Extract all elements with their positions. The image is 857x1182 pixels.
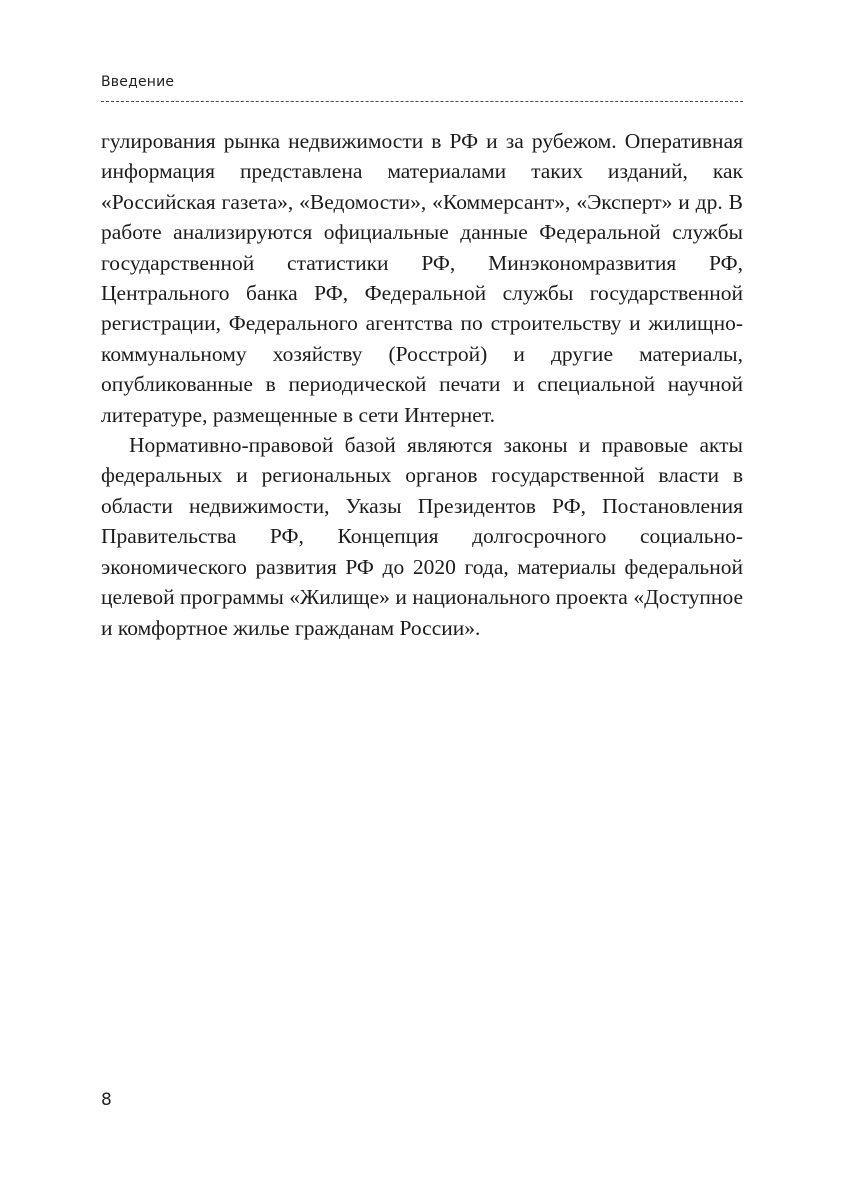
paragraph: Нормативно-правовой базой являются законы и правовые акты федеральных и региональных органов государственной власти в области недвижимости, Указы Президентов РФ, Постановления Правительства РФ, Концепция долгосрочного социально-экономического развития РФ до 2020 года, материалы федеральной целевой программы «Жилище» и национального проекта «Доступное и комфортное жилье гражданам России». bbox=[101, 433, 743, 640]
header-divider bbox=[101, 101, 743, 102]
running-header: Введение bbox=[101, 74, 175, 90]
page-number: 8 bbox=[101, 1090, 112, 1110]
paragraph-continued: гулирования рынка недвижимости в РФ и за рубежом. Оперативная информация представлена материалами таких изданий, как «Российская газета», «Ведомости», «Коммерсант», «Эксперт» и др. В работе анализируются официальные данные Федеральной службы государственной статистики РФ, Минэкономразвития РФ, Центрального банка РФ, Федеральной службы государственной регистрации, Федерального агентства по строительству и жилищно-коммунальному хозяйству (Росстрой) и другие материалы, опубликованные в периодической печати и специальной научной литературе, размещенные в сети Интернет. bbox=[101, 129, 743, 427]
text-column bbox=[101, 126, 743, 643]
